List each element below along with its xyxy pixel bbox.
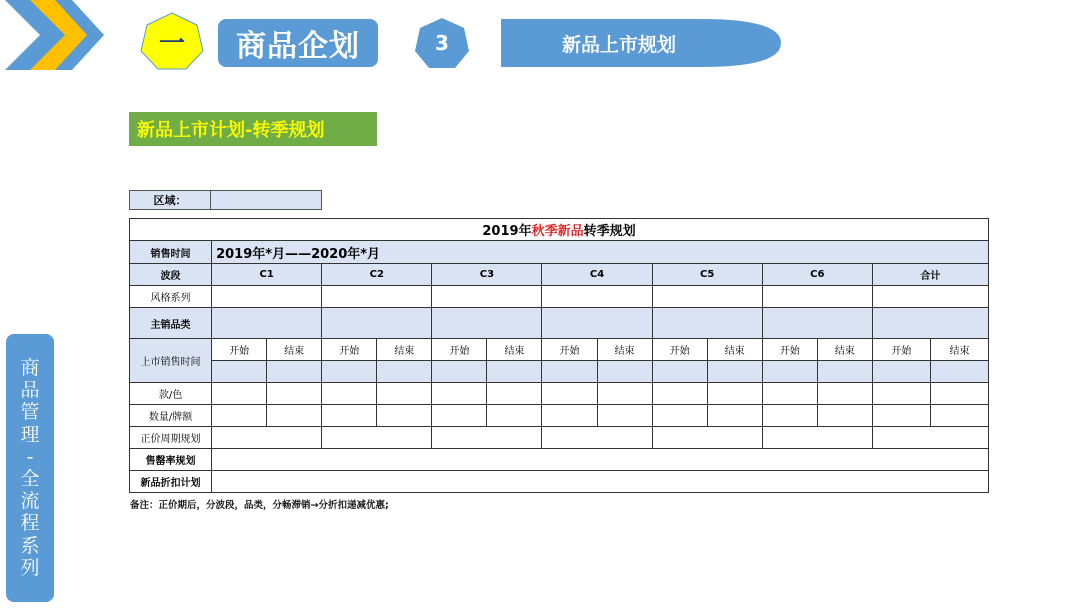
row-label: 风格系列 (130, 286, 212, 308)
end-label: 结束 (707, 339, 762, 361)
band-header: C4 (542, 264, 652, 286)
row-label: 正价周期规划 (130, 427, 212, 449)
step-title: 新品上市规划 (561, 33, 676, 56)
sidebar-char: 理 (20, 423, 40, 446)
sidebar-char: 系 (20, 534, 40, 557)
region-label: 区域： (129, 190, 211, 210)
table-title: 2019年秋季新品转季规划 (130, 219, 989, 241)
start-label: 开始 (542, 339, 597, 361)
start-label: 开始 (652, 339, 707, 361)
row-label: 上市销售时间 (130, 339, 212, 383)
sidebar-char: 流 (20, 490, 40, 513)
end-label: 结束 (817, 339, 872, 361)
row-label: 款/色 (130, 383, 212, 405)
row-label: 新品折扣计划 (130, 471, 212, 493)
note-text: 备注：正价期后，分波段，品类，分畅滞销→分折扣递减优惠; (130, 500, 389, 511)
start-label: 开始 (322, 339, 377, 361)
start-label: 开始 (212, 339, 267, 361)
section-title: 商品企划 (218, 19, 378, 67)
region-row (129, 190, 322, 210)
start-label: 开始 (432, 339, 487, 361)
end-label: 结束 (267, 339, 322, 361)
start-label: 开始 (762, 339, 817, 361)
series-sidebar-label (6, 334, 54, 602)
region-input[interactable] (211, 190, 322, 210)
row-label: 数量/牌额 (130, 405, 212, 427)
sidebar-char: 管 (20, 401, 40, 424)
end-label: 结束 (377, 339, 432, 361)
sale-time-label: 销售时间 (130, 241, 212, 264)
band-label: 波段 (130, 264, 212, 286)
sale-time-value: 2019年*月——2020年*月 (212, 241, 989, 264)
step-title-banner (501, 19, 781, 67)
band-header: C2 (322, 264, 432, 286)
chevron-arrows-icon (0, 0, 110, 70)
section-number: 一 (158, 28, 185, 59)
start-label: 开始 (872, 339, 930, 361)
sidebar-char: 程 (20, 512, 40, 535)
band-header: C3 (432, 264, 542, 286)
step-number-badge (414, 17, 470, 69)
end-label: 结束 (597, 339, 652, 361)
end-label: 结束 (487, 339, 542, 361)
sidebar-char: 品 (20, 379, 40, 402)
plan-table (129, 218, 989, 493)
sidebar-char: - (26, 445, 34, 468)
band-header: 合计 (872, 264, 988, 286)
band-header: C6 (762, 264, 872, 286)
row-label: 主销品类 (130, 308, 212, 339)
section-number-badge (140, 12, 204, 70)
end-label: 结束 (930, 339, 988, 361)
step-number: 3 (435, 31, 449, 55)
plan-title: 新品上市计划-转季规划 (129, 112, 377, 146)
sidebar-char: 商 (20, 356, 40, 379)
band-header: C5 (652, 264, 762, 286)
sidebar-char: 列 (20, 556, 40, 579)
row-label: 售罄率规划 (130, 449, 212, 471)
band-header: C1 (212, 264, 322, 286)
sidebar-char: 全 (20, 468, 40, 490)
